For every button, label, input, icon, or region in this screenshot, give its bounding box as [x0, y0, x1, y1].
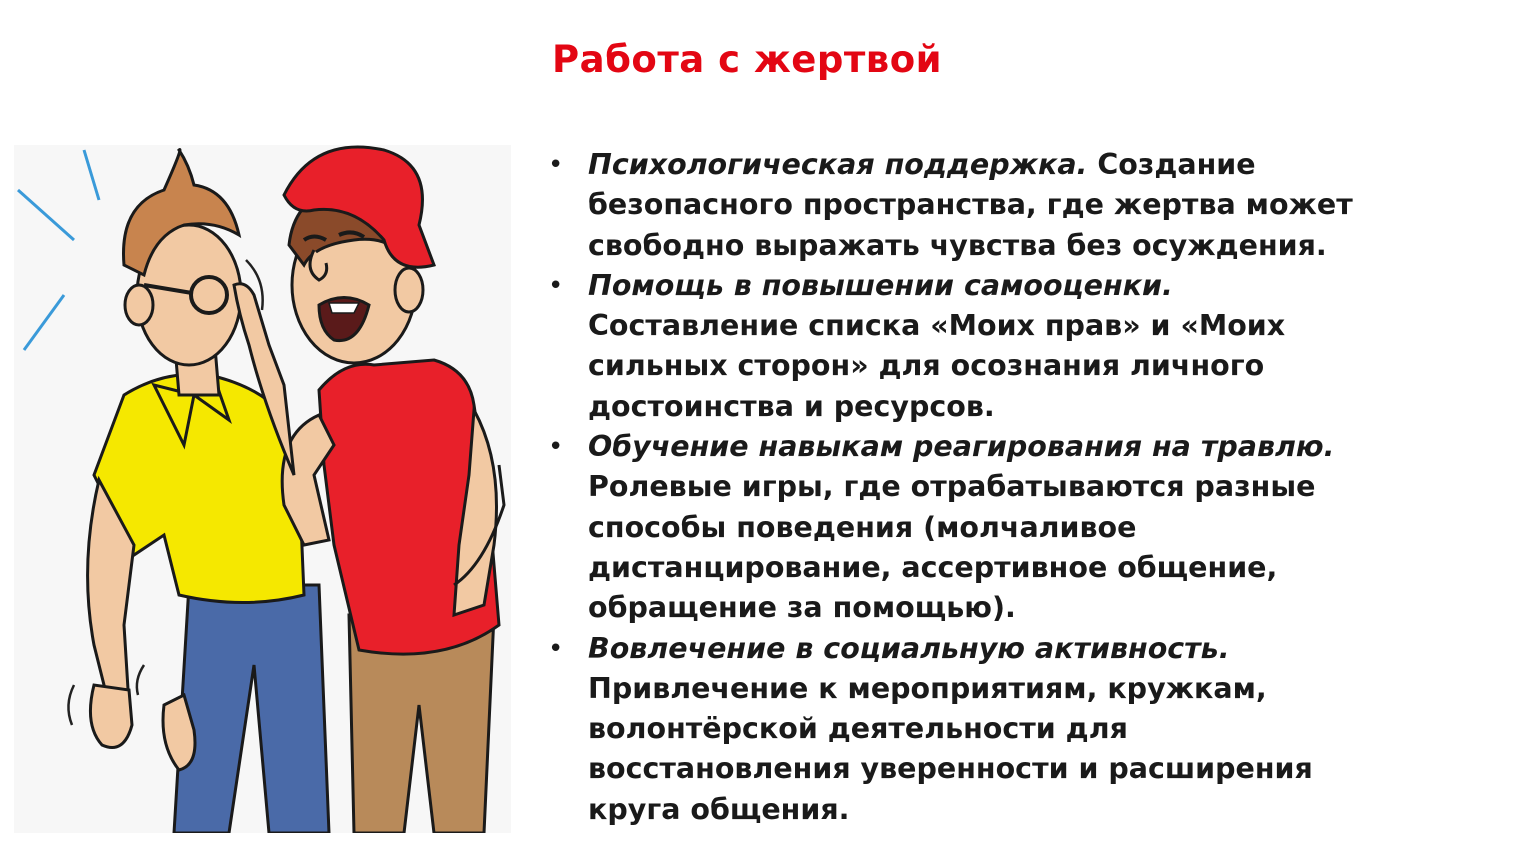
list-item: [548, 629, 1498, 830]
bullet-first-line: [588, 145, 1498, 185]
bullet-text-line: волонтёрской деятельности для: [588, 712, 1128, 746]
bullet-text-line: обращение за помощью).: [588, 591, 1016, 625]
bullet-marker: •: [548, 270, 564, 301]
bullet-text-line: восстановления уверенности и расширения: [588, 752, 1313, 786]
bullet-lead: Помощь в повышении самооценки.: [588, 268, 1173, 302]
bullet-list: [548, 145, 1498, 830]
bullet-lead: Психологическая поддержка.: [588, 148, 1088, 181]
list-item: [548, 427, 1498, 628]
bullet-marker: •: [548, 150, 564, 180]
bullet-text-line: Составление списка «Моих прав» и «Моих: [588, 309, 1286, 343]
bullet-lead: Вовлечение в социальную активность.: [588, 631, 1230, 665]
bullet-lead: Обучение навыкам реагирования на травлю.: [588, 430, 1335, 464]
bullet-text-line: Привлечение к мероприятиям, кружкам,: [588, 671, 1267, 705]
bullet-text-line: круга общения.: [588, 792, 850, 826]
bullet-marker: •: [548, 432, 564, 463]
bullet-text-line: Ролевые игры, где отрабатываются разные: [588, 470, 1316, 504]
list-item: [548, 145, 1498, 266]
bullet-text-line: дистанцирование, ассертивное общение,: [588, 550, 1278, 584]
bullet-lead-tail: Создание: [1087, 148, 1256, 181]
list-item: [548, 266, 1498, 427]
bullying-cartoon-icon: [14, 145, 511, 833]
bullet-text-line: сильных сторон» для осознания личного: [588, 349, 1265, 383]
slide-title: Работа с жертвой: [552, 38, 943, 81]
bullet-text-line: свободно выражать чувства без осуждения.: [588, 228, 1327, 262]
bullet-text-line: достоинства и ресурсов.: [588, 389, 995, 423]
bullet-text-line: безопасного пространства, где жертва может: [588, 188, 1353, 222]
bullet-text-line: способы поведения (молчаливое: [588, 510, 1137, 544]
bullet-marker: •: [548, 633, 564, 664]
bullying-cartoon-illustration: [14, 145, 511, 833]
